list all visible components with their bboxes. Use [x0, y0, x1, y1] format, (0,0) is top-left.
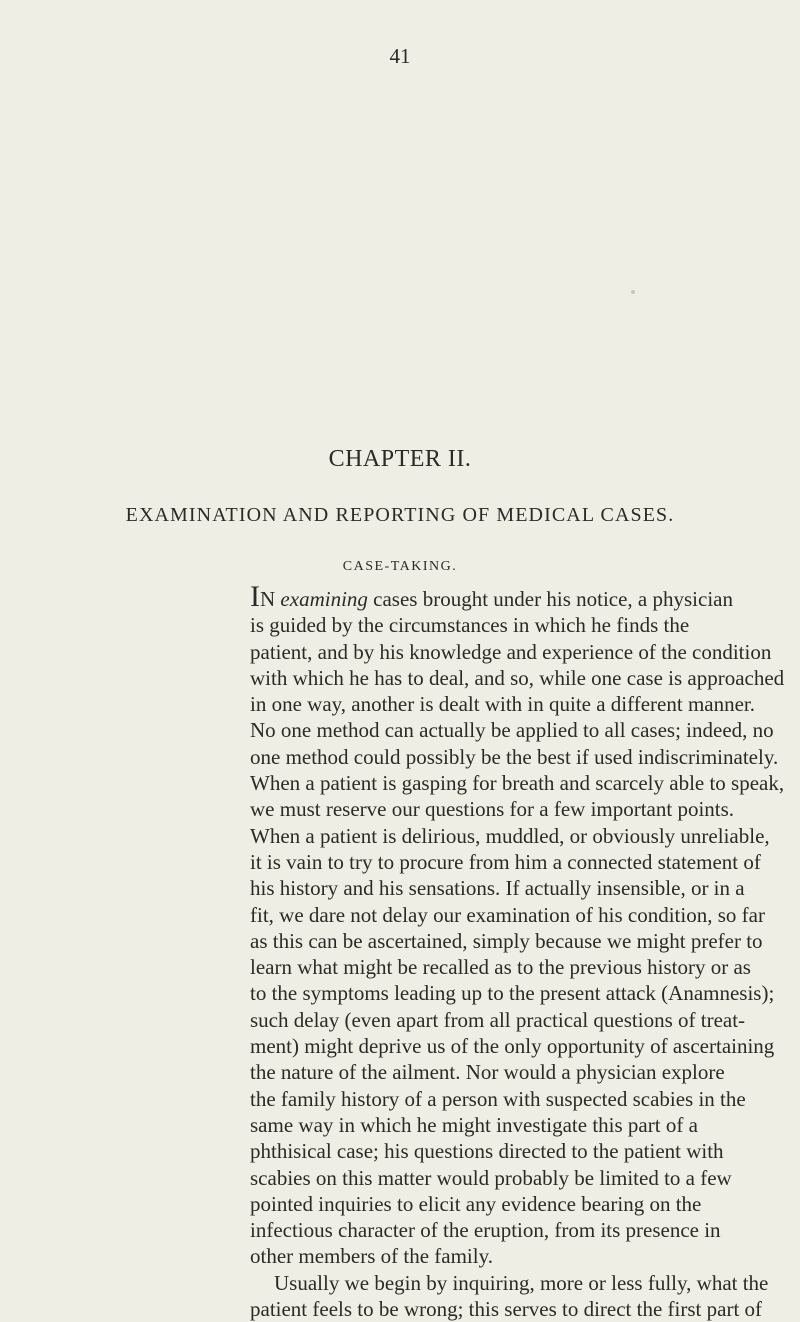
- paper-speck: [631, 290, 635, 294]
- text-line: When a patient is gasping for breath and scarcely able to speak,: [250, 771, 785, 796]
- text-line: the nature of the ailment. Nor would a physician explore: [250, 1060, 725, 1085]
- first-line-caps: N: [260, 587, 281, 611]
- text-line: scabies on this matter would probably be limited to a few: [250, 1165, 732, 1190]
- text-line: infectious character of the eruption, from its presence in: [250, 1218, 721, 1243]
- subsection-title: CASE-TAKING.: [342, 559, 458, 574]
- text-line: No one method can actually be applied to all cases; indeed, no: [250, 718, 774, 743]
- text-line: learn what might be recalled as to the previous history or as: [250, 955, 751, 980]
- chapter-title: CHAPTER II.: [328, 446, 472, 472]
- text-line: other members of the family.: [250, 1244, 493, 1269]
- text-line: patient feels to be wrong; this serves to direct the first part of: [250, 1297, 763, 1322]
- text-line: one method could possibly be the best if used indiscriminately.: [250, 744, 779, 769]
- text-line: as this can be ascertained, simply because we might prefer to: [250, 928, 763, 953]
- text-line: is guided by the circumstances in which he finds the: [250, 613, 690, 638]
- page-number: 41: [389, 44, 411, 68]
- text-line: Usually we begin by inquiring, more or less fully, what the: [274, 1270, 769, 1295]
- text-line: it is vain to try to procure from him a connected statement of: [250, 849, 761, 874]
- text-line: with which he has to deal, and so, while one case is approached: [250, 665, 785, 690]
- body-text: [250, 580, 800, 1322]
- italic-word: examining: [280, 587, 368, 611]
- drop-cap: I: [250, 580, 260, 613]
- text-line: we must reserve our questions for a few important points.: [250, 797, 735, 822]
- section-title: EXAMINATION AND REPORTING OF MEDICAL CASES.: [125, 504, 675, 526]
- text-line: When a patient is delirious, muddled, or obviously unreliable,: [250, 823, 770, 848]
- text-line: fit, we dare not delay our examination of his condition, so far: [250, 902, 765, 927]
- text-line: the family history of a person with suspected scabies in the: [250, 1086, 746, 1111]
- text-line: pointed inquiries to elicit any evidence bearing on the: [250, 1191, 702, 1216]
- text-line: phthisical case; his questions directed to the patient with: [250, 1139, 724, 1164]
- text-line: to the symptoms leading up to the present attack (Anamnesis);: [250, 981, 775, 1006]
- text-line: his history and his sensations. If actually insensible, or in a: [250, 876, 745, 901]
- text-line: same way in which he might investigate this part of a: [250, 1112, 698, 1137]
- text-line: such delay (even apart from all practical questions of treat-: [250, 1007, 746, 1032]
- text-line: in one way, another is dealt with in quite a different manner.: [250, 692, 756, 717]
- first-line-rest: cases brought under his notice, a physician: [367, 587, 733, 611]
- paragraph-first-line: [250, 580, 800, 613]
- text-line: ment) might deprive us of the only opportunity of ascertaining: [250, 1034, 775, 1059]
- text-line: patient, and by his knowledge and experience of the condition: [250, 639, 772, 664]
